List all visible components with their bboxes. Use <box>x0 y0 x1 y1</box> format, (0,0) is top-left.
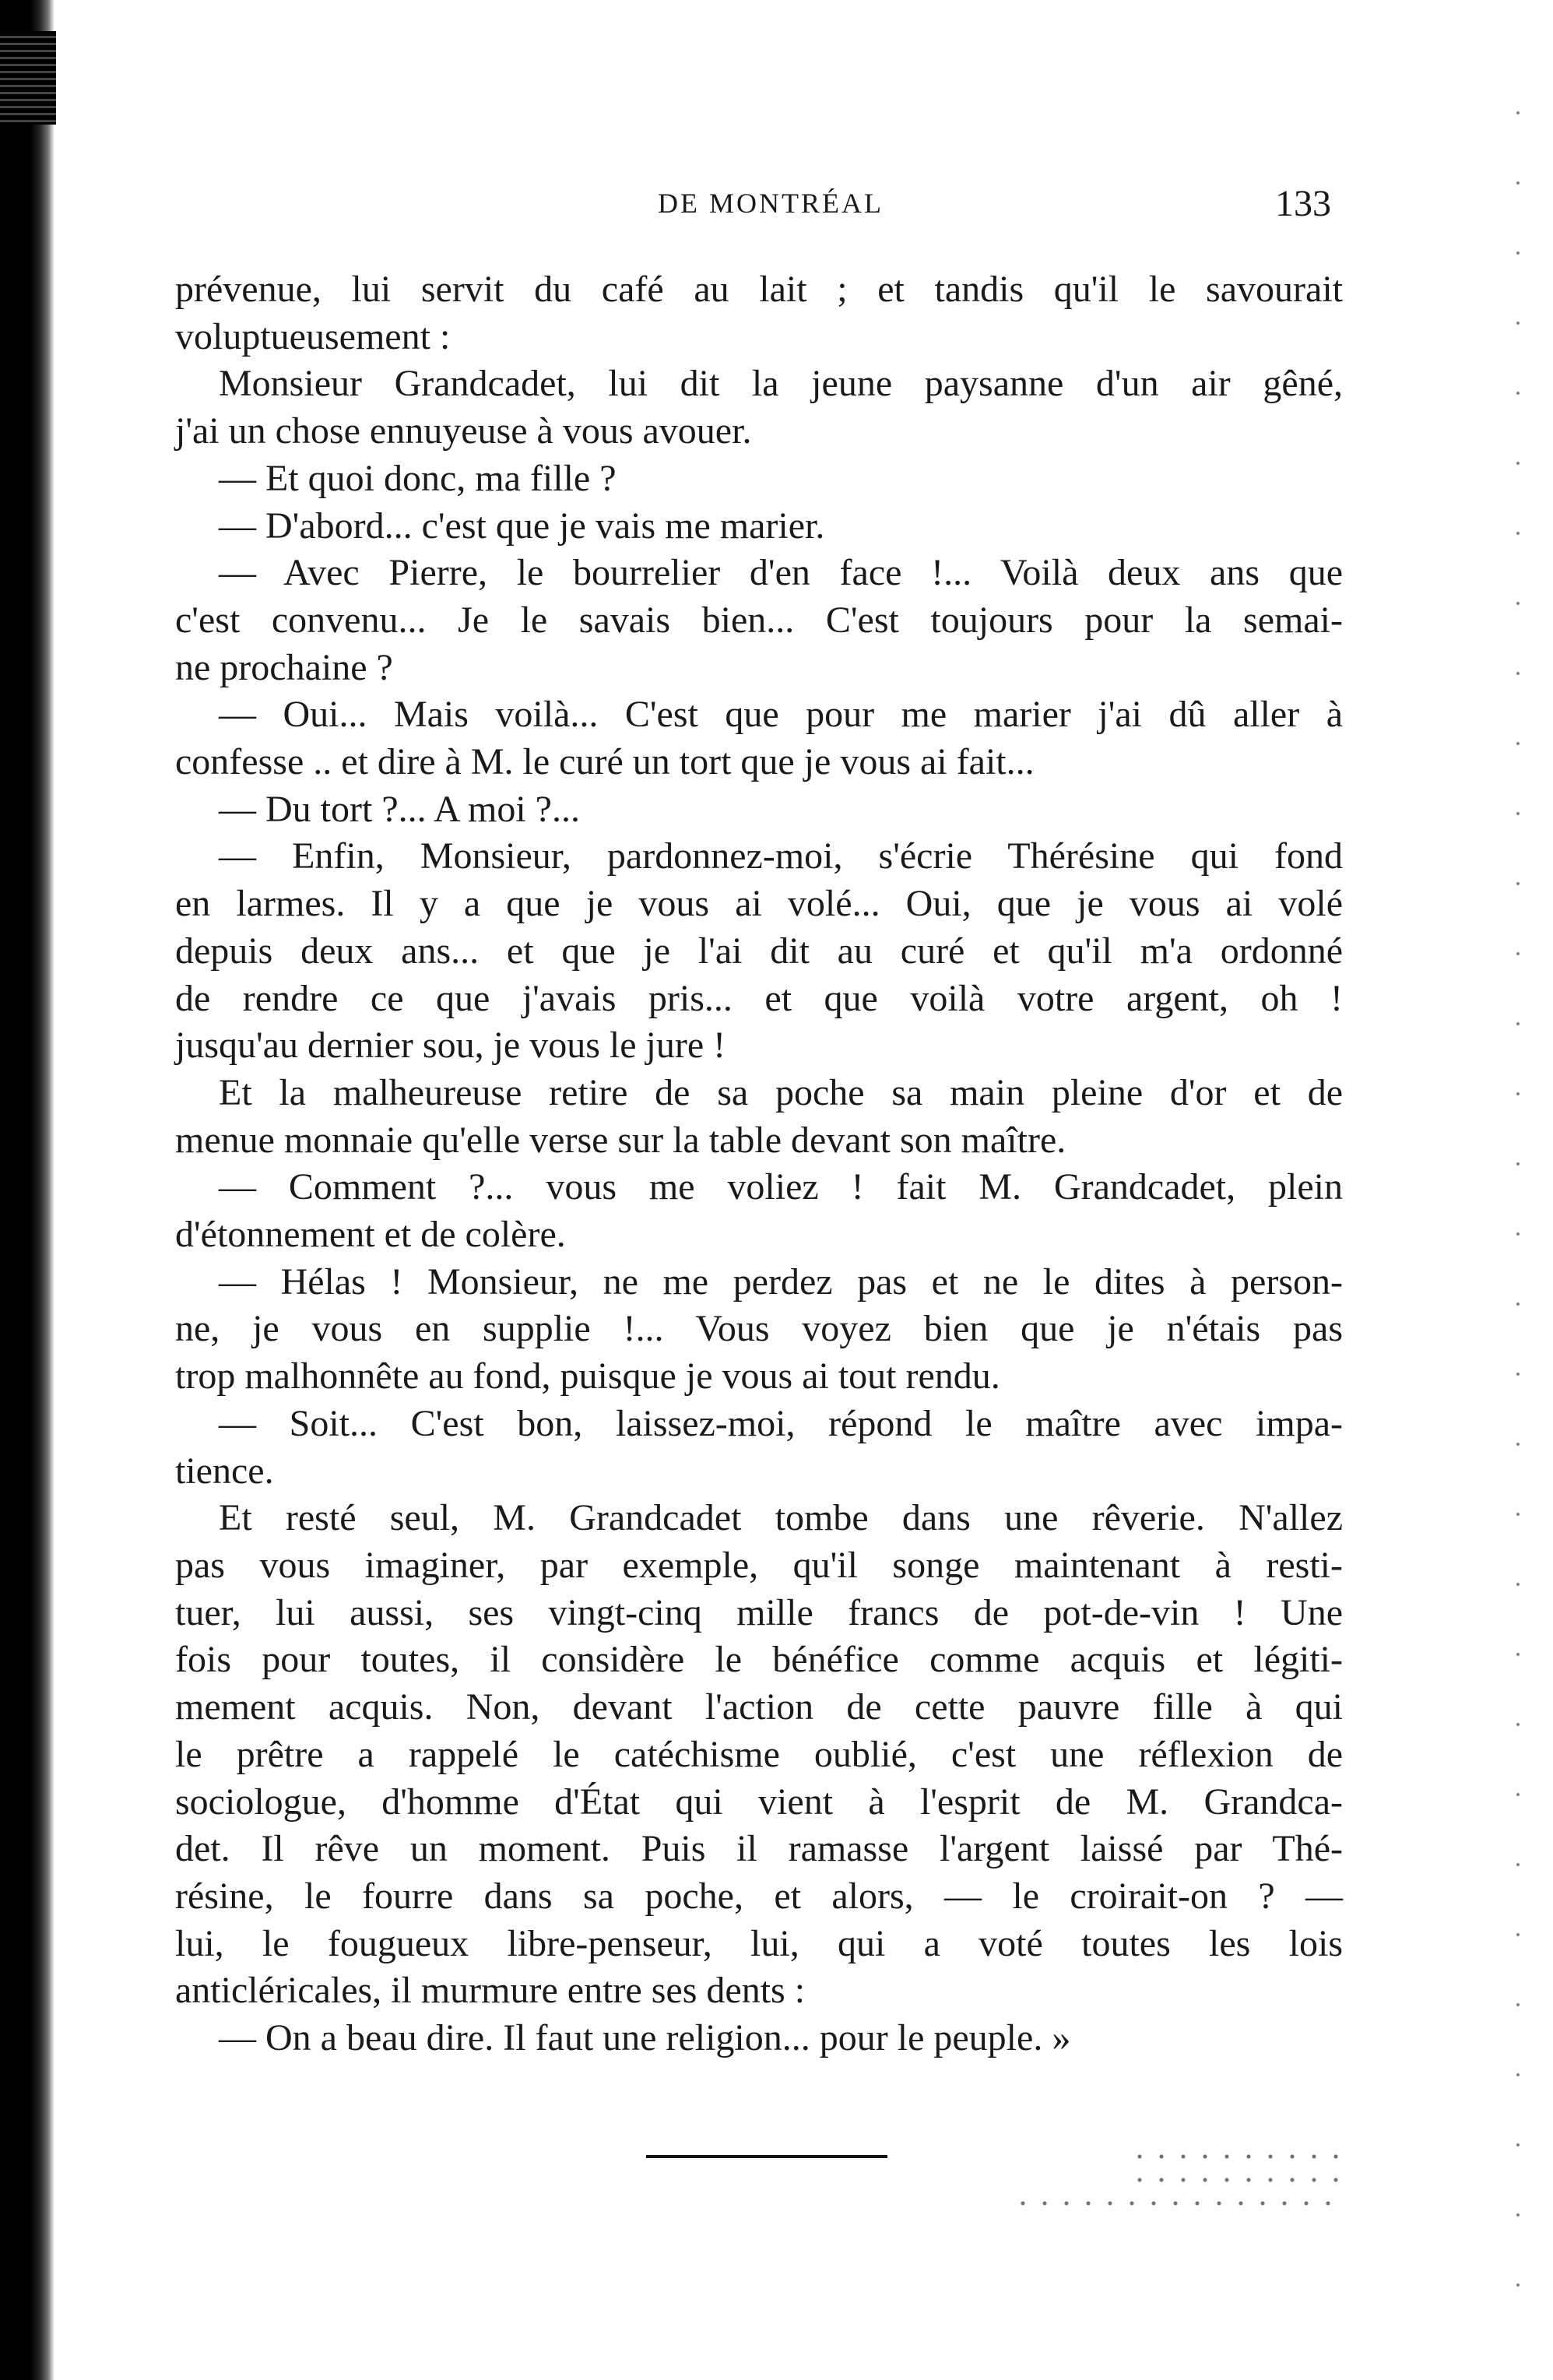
text-line: fois pour toutes, il considère le bénéfice comme acquis et légiti- <box>175 1639 1343 1681</box>
body-text <box>175 266 1343 2062</box>
text-line: en larmes. Il y a que je vous ai volé... Oui, que je vous ai volé <box>175 883 1343 925</box>
paragraph <box>175 1495 1343 2015</box>
text-line: — On a beau dire. Il faut une religion... pour le peuple. » <box>219 2017 1071 2059</box>
text-line: ne prochaine ? <box>175 646 393 688</box>
paragraph <box>175 833 1343 1070</box>
paragraph <box>175 691 1343 786</box>
section-end-rule <box>646 2155 887 2158</box>
text-line: Et resté seul, M. Grandcadet tombe dans une rêverie. N'allez <box>219 1497 1343 1539</box>
paragraph <box>175 1401 1343 1495</box>
text-line: — Enfin, Monsieur, pardonnez-moi, s'écrie Thérésine qui fond <box>219 835 1343 877</box>
text-line: de rendre ce que j'avais pris... et que voilà votre argent, oh ! <box>175 977 1343 1019</box>
text-line: confesse .. et dire à M. le curé un tort que je vous ai fait... <box>175 741 1035 783</box>
text-line: prévenue, lui servit du café au lait ; et tandis qu'il le savourait <box>175 269 1343 310</box>
text-line: tience. <box>175 1450 274 1492</box>
paragraph <box>175 1259 1343 1401</box>
text-line: mement acquis. Non, devant l'action de cette pauvre fille à qui <box>175 1686 1343 1728</box>
text-line: c'est convenu... Je le savais bien... C'est toujours pour la semai- <box>175 599 1343 641</box>
text-line: — Et quoi donc, ma fille ? <box>219 457 617 499</box>
text-line: pas vous imaginer, par exemple, qu'il songe maintenant à resti- <box>175 1544 1343 1586</box>
print-specks <box>1129 2145 1347 2192</box>
text-line: anticléricales, il murmure entre ses dents : <box>175 1970 806 2012</box>
text-line: det. Il rêve un moment. Puis il ramasse l'argent laissé par Thé- <box>175 1828 1343 1870</box>
text-line: — Soit... C'est bon, laissez-moi, répond le maître avec impa- <box>219 1402 1343 1444</box>
text-line: tuer, lui aussi, ses vingt-cinq mille francs de pot-de-vin ! Une <box>175 1591 1343 1633</box>
text-line: lui, le fougueux libre-penseur, lui, qui a voté toutes les lois <box>175 1922 1343 1964</box>
text-line: le prêtre a rappelé le catéchisme oublié, c'est une réflexion de <box>175 1733 1343 1775</box>
text-line: — Du tort ?... A moi ?... <box>219 788 580 830</box>
text-line: — Comment ?... vous me voliez ! fait M. Grandcadet, plein <box>219 1166 1343 1208</box>
text-line: — Avec Pierre, le bourrelier d'en face !... Voilà deux ans que <box>219 552 1343 594</box>
text-line: voluptueusement : <box>175 315 451 357</box>
print-specks <box>1012 2192 1347 2215</box>
text-line: depuis deux ans... et que je l'ai dit au curé et qu'il m'a ordonné <box>175 930 1343 972</box>
paragraph <box>175 360 1343 455</box>
paragraph <box>175 1164 1343 1258</box>
running-head <box>210 183 1331 234</box>
text-line: — D'abord... c'est que je vais me marier. <box>219 504 825 547</box>
text-line: — Hélas ! Monsieur, ne me perdez pas et ne le dites à person- <box>219 1260 1343 1302</box>
running-head-title: DE MONTRÉAL <box>658 188 884 219</box>
paragraph <box>175 503 1343 550</box>
paragraph <box>175 1070 1343 1164</box>
text-line: j'ai un chose ennuyeuse à vous avouer. <box>175 410 752 452</box>
paragraph <box>175 2015 1343 2062</box>
text-line: résine, le fourre dans sa poche, et alors, — le croirait-on ? — <box>175 1875 1343 1917</box>
paragraph <box>175 455 1343 503</box>
text-line: d'étonnement et de colère. <box>175 1214 566 1256</box>
paragraph <box>175 550 1343 691</box>
text-line: menue monnaie qu'elle verse sur la table devant son maître. <box>175 1119 1066 1161</box>
text-line: sociologue, d'homme d'État qui vient à l'esprit de M. Grandca- <box>175 1781 1343 1823</box>
text-line: jusqu'au dernier sou, je vous le jure ! <box>175 1025 726 1067</box>
paragraph <box>175 786 1343 834</box>
text-line: Et la malheureuse retire de sa poche sa main pleine d'or et de <box>219 1071 1343 1113</box>
paragraph <box>175 266 1343 360</box>
text-line: — Oui... Mais voilà... C'est que pour me marier j'ai dû aller à <box>219 694 1343 736</box>
text-line: trop malhonnête au fond, puisque je vous ai tout rendu. <box>175 1355 1000 1397</box>
text-line: Monsieur Grandcadet, lui dit la jeune paysanne d'un air gêné, <box>219 363 1343 405</box>
page-number: 133 <box>1275 183 1331 224</box>
text-line: ne, je vous en supplie !... Vous voyez bien que je n'étais pas <box>175 1308 1343 1350</box>
